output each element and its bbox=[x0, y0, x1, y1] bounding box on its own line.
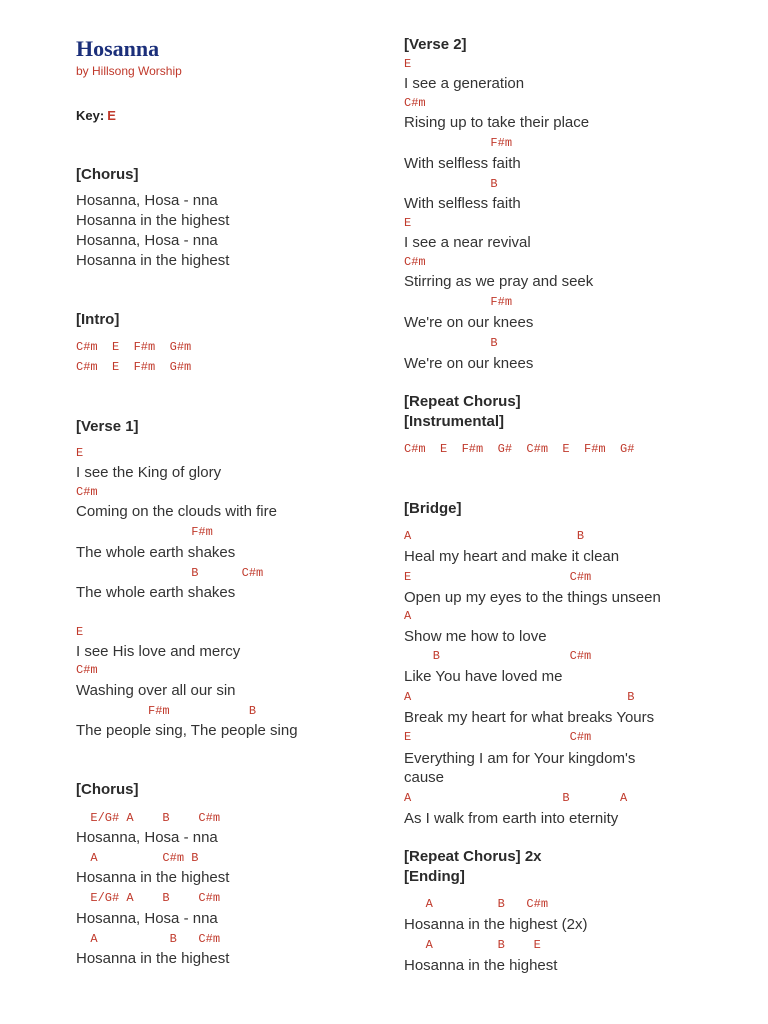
lyric-line: Washing over all our sin bbox=[76, 682, 236, 699]
chord-line: E bbox=[404, 57, 412, 71]
lyric-line: I see His love and mercy bbox=[76, 643, 241, 660]
lyric-line: Hosanna, Hosa - nna bbox=[76, 829, 218, 846]
song-title: Hosanna bbox=[76, 36, 160, 61]
song-byline: by Hillsong Worship bbox=[76, 64, 182, 78]
chord-line: A B A bbox=[404, 791, 628, 805]
section-heading: [Chorus] bbox=[76, 166, 139, 183]
chord-line: C#m bbox=[404, 255, 426, 269]
lyric-line: Hosanna, Hosa - nna bbox=[76, 910, 218, 927]
chord-line: E C#m bbox=[404, 730, 592, 744]
chord-line: E bbox=[76, 625, 84, 639]
chord-line: A B bbox=[404, 690, 635, 704]
lyric-line: Break my heart for what breaks Yours bbox=[404, 709, 655, 726]
lyric-line: Hosanna in the highest bbox=[76, 212, 230, 229]
chord-line: B bbox=[404, 336, 498, 350]
lyric-line: I see a generation bbox=[404, 75, 525, 92]
chord-line: A B C#m bbox=[76, 932, 221, 946]
lyric-line: Hosanna in the highest bbox=[76, 252, 230, 269]
lyric-line: We're on our knees bbox=[404, 355, 534, 372]
lyric-line: Everything I am for Your kingdom's bbox=[404, 750, 636, 767]
lyric-line: With selfless faith bbox=[404, 195, 521, 212]
key-label: Key: bbox=[76, 108, 105, 123]
lyric-line: Hosanna in the highest bbox=[76, 869, 230, 886]
section-heading: [Bridge] bbox=[404, 500, 462, 517]
chord-line: C#m E F#m G#m bbox=[76, 360, 192, 374]
lyric-line: Open up my eyes to the things unseen bbox=[404, 589, 661, 606]
lyric-line: Hosanna in the highest bbox=[404, 957, 558, 974]
section-heading: [Verse 2] bbox=[404, 36, 467, 53]
chord-line: E bbox=[404, 216, 412, 230]
lyric-line: Hosanna, Hosa - nna bbox=[76, 232, 218, 249]
chord-line: F#m bbox=[404, 295, 513, 309]
section-heading: [Instrumental] bbox=[404, 413, 505, 430]
chord-line: C#m bbox=[76, 663, 98, 677]
chord-line: C#m bbox=[404, 96, 426, 110]
chord-line: C#m bbox=[76, 485, 98, 499]
key-value: E bbox=[107, 108, 116, 123]
lyric-line: I see a near revival bbox=[404, 234, 531, 251]
chord-line: A bbox=[404, 609, 412, 623]
lyric-line: Hosanna, Hosa - nna bbox=[76, 192, 218, 209]
section-heading: [Repeat Chorus] 2x bbox=[404, 848, 542, 865]
chord-line: B bbox=[404, 177, 498, 191]
lyric-line: Like You have loved me bbox=[404, 668, 563, 685]
chord-line: A B bbox=[404, 529, 585, 543]
section-heading: [Ending] bbox=[404, 868, 465, 885]
lyric-line: The people sing, The people sing bbox=[76, 722, 298, 739]
chord-line: A C#m B bbox=[76, 851, 199, 865]
lyric-line: cause bbox=[404, 769, 445, 786]
lyric-line: The whole earth shakes bbox=[76, 544, 236, 561]
section-heading: [Verse 1] bbox=[76, 418, 139, 435]
chord-line: E/G# A B C#m bbox=[76, 811, 221, 825]
lyric-line: Hosanna in the highest bbox=[76, 950, 230, 967]
chord-line: C#m E F#m G# C#m E F#m G# bbox=[404, 442, 635, 456]
chord-line: C#m E F#m G#m bbox=[76, 340, 192, 354]
chord-line: E bbox=[76, 446, 84, 460]
lyric-line: As I walk from earth into eternity bbox=[404, 810, 619, 827]
chord-line: B C#m bbox=[76, 566, 264, 580]
section-heading: [Repeat Chorus] bbox=[404, 393, 521, 410]
chord-line: A B E bbox=[404, 938, 541, 952]
song-key bbox=[76, 108, 116, 123]
lyric-line: Hosanna in the highest (2x) bbox=[404, 916, 588, 933]
chord-line: F#m bbox=[404, 136, 513, 150]
lyric-line: Show me how to love bbox=[404, 628, 547, 645]
chord-line: A B C#m bbox=[404, 897, 549, 911]
section-heading: [Intro] bbox=[76, 311, 120, 328]
lyric-line: The whole earth shakes bbox=[76, 584, 236, 601]
chord-line: E/G# A B C#m bbox=[76, 891, 221, 905]
lyric-line: Stirring as we pray and seek bbox=[404, 273, 594, 290]
lyric-line: Rising up to take their place bbox=[404, 114, 590, 131]
lyric-line: Heal my heart and make it clean bbox=[404, 548, 620, 565]
lyric-line: With selfless faith bbox=[404, 155, 521, 172]
chord-line: F#m B bbox=[76, 704, 257, 718]
lyric-line: We're on our knees bbox=[404, 314, 534, 331]
lyric-line: Coming on the clouds with fire bbox=[76, 503, 277, 520]
section-heading: [Chorus] bbox=[76, 781, 139, 798]
lyric-line: I see the King of glory bbox=[76, 464, 222, 481]
chord-line: F#m bbox=[76, 525, 213, 539]
chord-line: E C#m bbox=[404, 570, 592, 584]
chord-line: B C#m bbox=[404, 649, 592, 663]
